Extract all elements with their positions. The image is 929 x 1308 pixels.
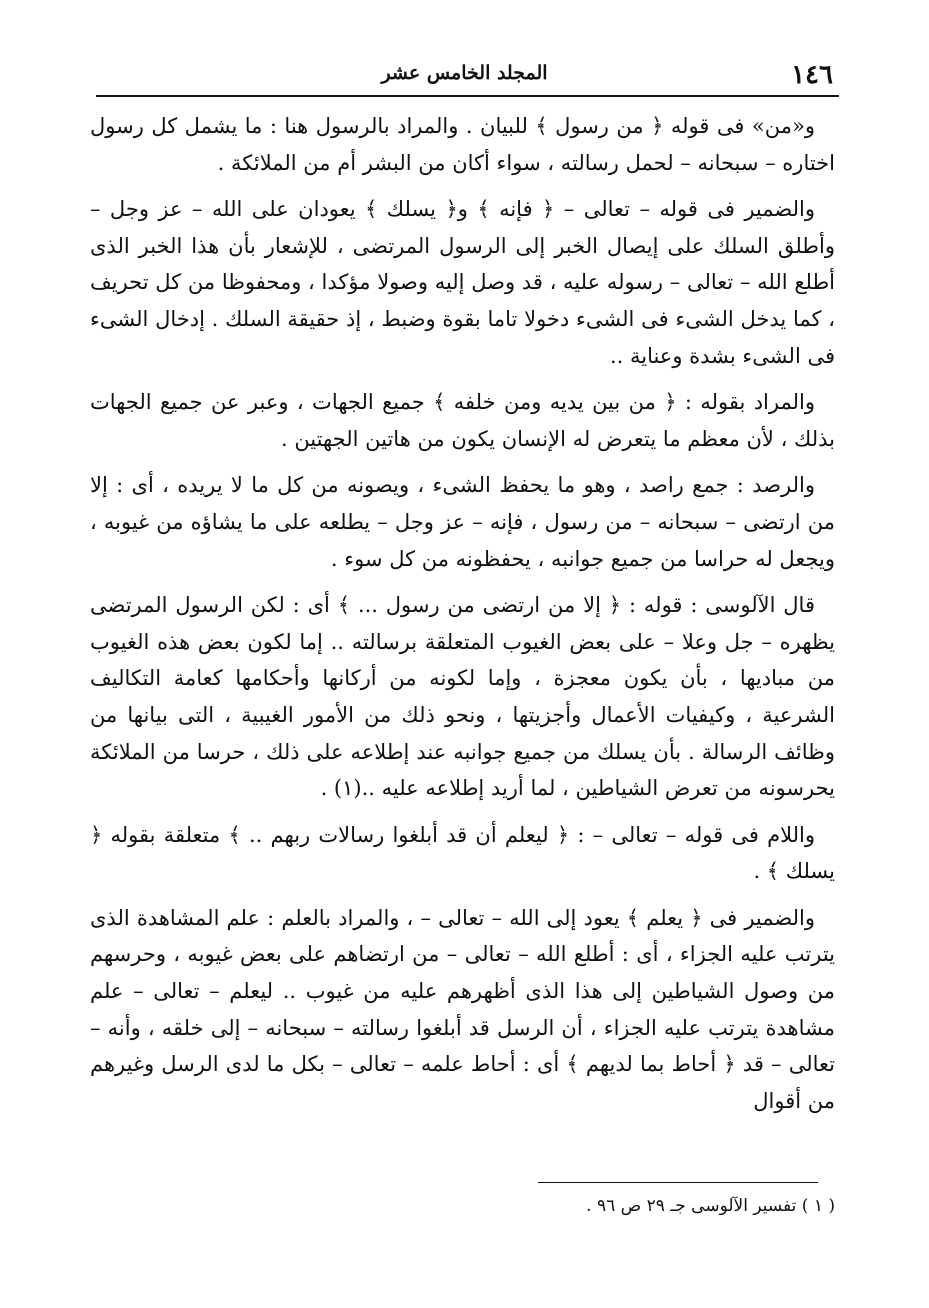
header-rule xyxy=(96,95,839,97)
running-title: المجلد الخامس عشر xyxy=(381,62,548,84)
body-text xyxy=(90,108,835,1129)
paragraph: و«من» فى قوله ﴿ من رسول ﴾ للبيان . والمراد بالرسول هنا : ما يشمل كل رسول اختاره – سبحانه – لحمل رسالته ، سواء أكان من البشر أم من الملائكة . xyxy=(90,114,835,175)
paragraph: والضمير فى ﴿ يعلم ﴾ يعود إلى الله – تعالى – ، والمراد بالعلم : علم المشاهدة الذى يترتب عليه الجزاء ، أى : أطلع الله – تعالى – من ارتضاهم على بعض غيوبه ، وحرسهم من وصول الشياطين إلى هذا الذى أظهرهم عليه من غيوب .. ليعلم – تعالى – علم مشاهدة يترتب عليه الجزاء ، أن الرسل قد أبلغوا رسالته – سبحانه – إلى خلقه ، وأنه – تعالى – قد ﴿ أحاط بما لديهم ﴾ أى : أحاط علمه – تعالى – بكل ما لدى الرسل وغيرهم من أقوال xyxy=(90,905,835,1113)
page-header xyxy=(96,56,833,92)
paragraph: واللام فى قوله – تعالى – : ﴿ ليعلم أن قد أبلغوا رسالات ربهم .. ﴾ متعلقة بقوله ﴿ يسلك ﴾ . xyxy=(90,822,835,884)
paragraph: قال الآلوسى : قوله : ﴿ إلا من ارتضى من رسول ... ﴾ أى : لكن الرسول المرتضى يظهره – جل وعلا – على بعض الغيوب المتعلقة برسالته .. إما لكون بعض هذه الغيوب من مباديها ، بأن يكون معجزة ، وإما لكونه من أركانها وأحكامها كعامة التكاليف الشرعية ، وكيفيات الأعمال وأجزيتها ، ونحو ذلك من الأمور الغيبية ، التى بيانها من وظائف الرسالة . بأن يسلك من جميع جوانبه عند إطلاعه على ذلك ، حرسا من الملائكة يحرسونه من تعرض الشياطين ، لما أريد إطلاعه عليه ..(١) . xyxy=(90,593,835,801)
footnote: ( ١ ) تفسير الآلوسى جـ ٢٩ ص ٩٦ . xyxy=(586,1196,835,1216)
paragraph: والرصد : جمع راصد ، وهو ما يحفظ الشىء ، ويصونه من كل ما لا يريده ، أى : إلا من ارتضى – سبحانه – من رسول ، فإنه – عز وجل – يطلعه على ما يشاؤه من غيوبه ، ويجعل له حراسا من جميع جوانبه ، يحفظونه من كل سوء . xyxy=(90,473,835,571)
footnote-rule xyxy=(538,1182,818,1183)
paragraph: والضمير فى قوله – تعالى – ﴿ فإنه ﴾ و﴿ يسلك ﴾ يعودان على الله – عز وجل – وأطلق السلك على إيصال الخبر إلى الرسول المرتضى ، للإشعار بأن هذا الخبر الذى أطلع الله – تعالى – رسوله عليه ، قد وصل إليه وصولا مؤكدا ، ومحفوظا من كل تحريف ، كما يدخل الشىء فى الشىء دخولا تاما بقوة وضبط ، إذ حقيقة السلك . إدخال الشىء فى الشىء بشدة وعناية .. xyxy=(90,197,835,368)
page-number: ١٤٦ xyxy=(791,60,833,90)
paragraph: والمراد بقوله : ﴿ من بين يديه ومن خلفه ﴾ جميع الجهات ، وعبر عن جميع الجهات بذلك ، لأن معظم ما يتعرض له الإنسان يكون من هاتين الجهتين . xyxy=(90,390,835,451)
